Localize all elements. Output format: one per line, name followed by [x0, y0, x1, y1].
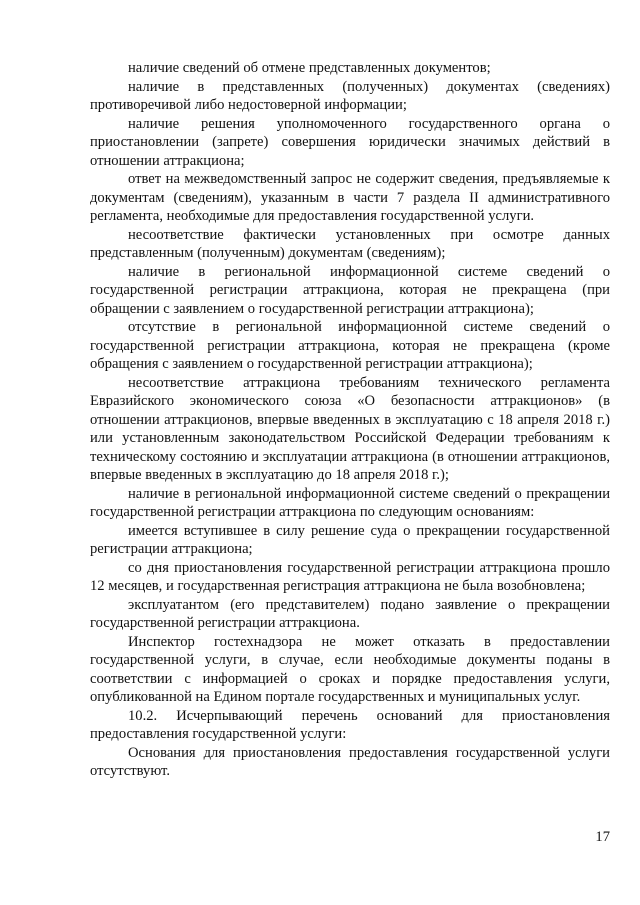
paragraph: Инспектор гостехнадзора не может отказать в предоставлении государственной услуги, в случае, если необходимые документы поданы в соответствии с информацией о сроках и порядке предоставления услуги, опубликованной на Едином портале государственных и муниципальных услуг. [90, 633, 610, 705]
document-body [90, 59, 610, 781]
paragraph: со дня приостановления государственной регистрации аттракциона прошло 12 месяцев, и государственная регистрация аттракциона не была возобновлена; [90, 559, 610, 594]
paragraph: отсутствие в региональной информационной системе сведений о государственной регистрации аттракциона, которая не прекращена (кроме обращения с заявлением о государственной регистрации аттракциона); [90, 319, 610, 372]
paragraph: 10.2. Исчерпывающий перечень оснований для приостановления предоставления государственной услуги: [90, 707, 610, 742]
paragraph: наличие в региональной информационной системе сведений о прекращении государственной регистрации аттракциона по следующим основаниям: [90, 485, 610, 520]
paragraph: имеется вступившее в силу решение суда о прекращении государственной регистрации аттракциона; [90, 522, 610, 557]
paragraph: несоответствие аттракциона требованиям технического регламента Евразийского экономического союза «О безопасности аттракционов» (в отношении аттракционов, впервые введенных в эксплуатацию с 18 апреля 2018 г.) или установленным законодательством Российской Федерации требованиям к техническому состоянию и эксплуатации аттракциона (в отношении аттракционов, впервые введенных в эксплуатацию до 18 апреля 2018 г.); [90, 374, 610, 483]
paragraph: наличие решения уполномоченного государственного органа о приостановлении (запрете) совершения юридически значимых действий в отношении аттракциона; [90, 115, 610, 169]
paragraph: Основания для приостановления предоставления государственной услуги отсутствуют. [90, 744, 610, 779]
paragraph: эксплуатантом (его представителем) подано заявление о прекращении государственной регистрации аттракциона. [90, 596, 610, 631]
paragraph: наличие сведений об отмене представленных документов; [128, 60, 491, 76]
paragraph: несоответствие фактически установленных при осмотре данных представленным (полученным) документам (сведениям); [90, 226, 610, 261]
paragraph: ответ на межведомственный запрос не содержит сведения, предъявляемые к документам (сведениям), указанным в части 7 раздела II административного регламента, необходимые для предоставления государственной услуги. [90, 171, 610, 224]
page-number: 17 [595, 829, 610, 845]
paragraph: наличие в представленных (полученных) документах (сведениях) противоречивой либо недостоверной информации; [90, 78, 610, 113]
paragraph: наличие в региональной информационной системе сведений о государственной регистрации аттракциона, которая не прекращена (при обращении с заявлением о государственной регистрации аттракциона); [90, 263, 610, 317]
